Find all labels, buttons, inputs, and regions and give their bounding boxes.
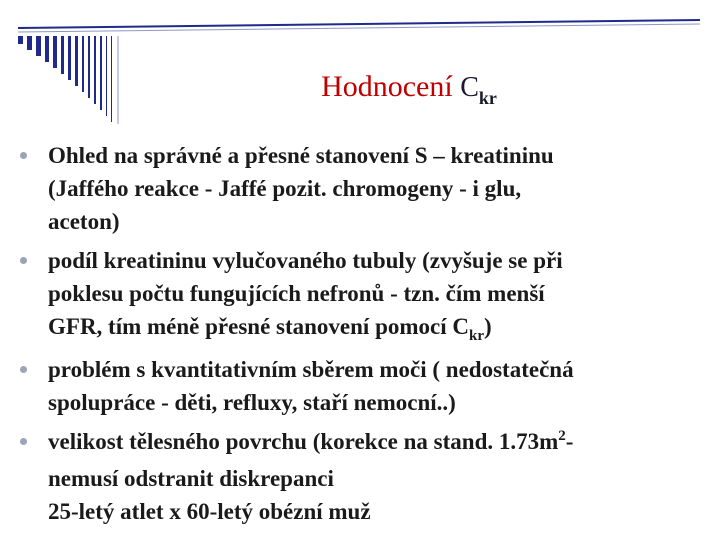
bullet-line: Ohled na správné a přesné stanovení S – kreatininu <box>48 143 554 168</box>
bullet-line-tail: - <box>565 429 574 454</box>
title-text: Hodnocení <box>321 70 453 103</box>
bullet-line <box>48 310 710 347</box>
bullet-line-tail: ) <box>484 314 492 339</box>
bullet-line-text: velikost tělesného povrchu (korekce na stand. 1.73m <box>48 429 559 454</box>
bullet-line: poklesu počtu fungujících nefronů - tzn. čím menší <box>48 281 545 306</box>
superscript-2: 2 <box>558 428 566 444</box>
bullet-line: (Jaffého reakce - Jaffé pozit. chromogeny - i glu, <box>48 176 522 201</box>
bullet-line <box>48 425 710 462</box>
bullet-line: spolupráce - děti, refluxy, staří nemocní..) <box>48 390 456 415</box>
bullet-line: 25-letý atlet x 60-letý obézní muž <box>48 499 371 524</box>
bullet-item <box>20 139 710 238</box>
subscript-kr: kr <box>469 328 484 344</box>
bullet-dot-icon <box>20 366 27 373</box>
bullet-line-text: GFR, tím méně přesné stanovení pomocí C <box>48 314 469 339</box>
bullet-line: aceton) <box>48 209 120 234</box>
bullet-line: nemusí odstranit diskrepanci <box>48 466 334 491</box>
header-decoration <box>0 0 720 130</box>
header-rule <box>18 20 700 28</box>
bullet-dot-icon <box>20 438 27 445</box>
slide-title <box>0 70 720 108</box>
title-symbol: C <box>460 72 479 103</box>
bullet-dot-icon <box>20 257 27 264</box>
bullet-item <box>20 244 710 347</box>
bullet-line: problém s kvantitativním sběrem moči ( nedostatečná <box>48 357 574 382</box>
bullet-item <box>20 425 710 528</box>
bullet-line: podíl kreatininu vylučovaného tubuly (zvyšuje se při <box>48 248 563 273</box>
bullet-dot-icon <box>20 152 27 159</box>
bullet-item <box>20 353 710 419</box>
bullet-list <box>20 139 710 534</box>
title-subscript: kr <box>478 88 497 108</box>
